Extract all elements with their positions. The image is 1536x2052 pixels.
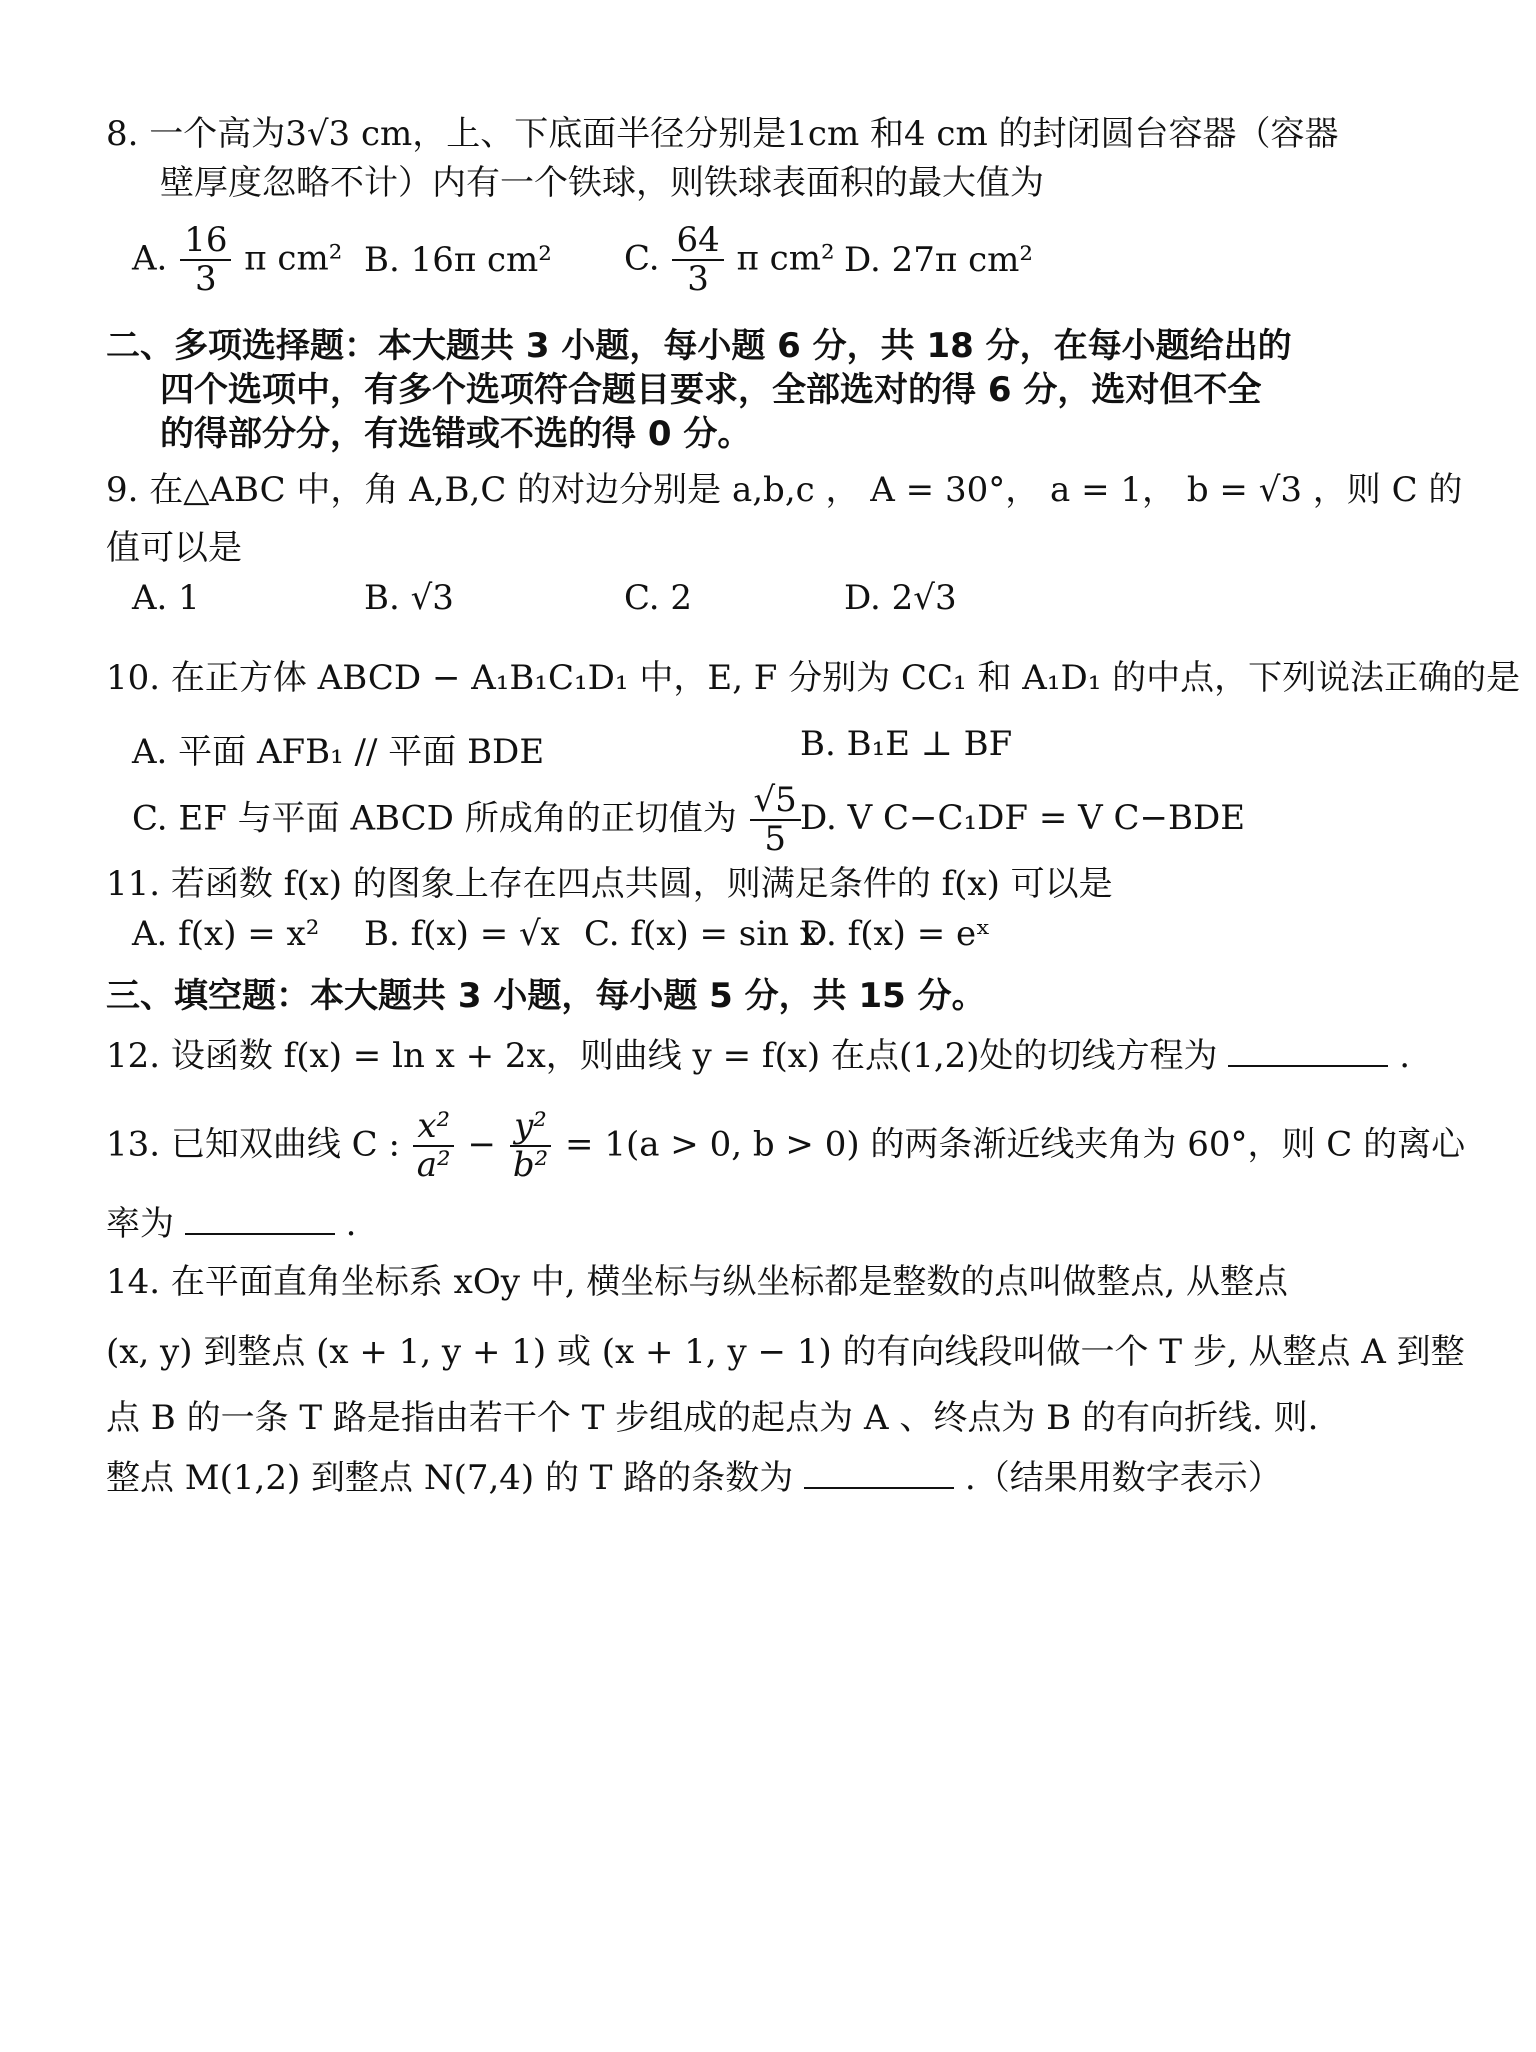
q13-fraction-y <box>509 1108 552 1185</box>
q14-line3: 点 B 的一条 T 路是指由若干个 T 步组成的起点为 A 、终点为 B 的有向折线. 则. <box>106 1398 1319 1438</box>
q10-option-d: D. V C−C₁DF = V C−BDE <box>800 798 1246 838</box>
q9-option-c: C. 2 <box>624 578 693 618</box>
q10-option-a: A. 平面 AFB₁ // 平面 BDE <box>132 732 545 772</box>
q9-option-b: B. √3 <box>364 578 454 618</box>
q10-option-c-text: C. EF 与平面 ABCD 所成角的正切值为 <box>132 798 737 839</box>
q13-stem-text-b: = 1(a > 0, b > 0) 的两条渐近线夹角为 60°，则 C 的离心 <box>565 1124 1466 1165</box>
q11-option-a: A. f(x) = x² <box>132 914 320 954</box>
q13-minus: − <box>467 1124 496 1165</box>
q10-option-c-denominator: 5 <box>764 819 786 860</box>
q13-stem-text-a: 13. 已知双曲线 C : <box>106 1124 400 1165</box>
q8-option-a-unit: π cm² <box>244 238 343 279</box>
q10-option-b: B. B₁E ⊥ BF <box>800 724 1013 764</box>
section2-heading-line2: 四个选项中，有多个选项符合题目要求，全部选对的得 6 分，选对但不全 <box>160 370 1262 410</box>
q8-option-c-unit: π cm² <box>736 238 835 279</box>
q13-stem-line2-text: 率为 <box>106 1204 174 1244</box>
q8-option-a-label: A. <box>132 238 168 279</box>
q12-stem-text: 12. 设函数 f(x) = ln x + 2x，则曲线 y = f(x) 在点(1,2)处的切线方程为 <box>106 1036 1218 1076</box>
q9-option-a: A. 1 <box>132 578 200 618</box>
q8-option-a <box>132 222 342 299</box>
q8-option-c <box>624 222 835 299</box>
q10-option-c-numerator: √5 <box>750 782 801 821</box>
q8-option-d: D. 27π cm² <box>844 240 1033 280</box>
section2-heading-line3: 的得部分分，有选错或不选的得 0 分。 <box>160 414 752 454</box>
q11-option-d: D. f(x) = eˣ <box>800 914 991 954</box>
q8-option-a-numerator: 16 <box>180 222 231 261</box>
q12-answer-blank[interactable] <box>1228 1065 1388 1067</box>
section2-heading-line1: 二、多项选择题：本大题共 3 小题，每小题 6 分，共 18 分，在每小题给出的 <box>106 326 1292 366</box>
q13-fraction-y-denominator: b² <box>512 1145 549 1186</box>
q13-fraction-y-numerator: y² <box>510 1108 551 1147</box>
q8-stem-line1: 8. 一个高为3√3 cm，上、下底面半径分别是1cm 和4 cm 的封闭圆台容器（容器 <box>106 114 1339 154</box>
q12-stem-end: . <box>1399 1036 1410 1076</box>
q8-stem-line2: 壁厚度忽略不计）内有一个铁球，则铁球表面积的最大值为 <box>160 163 1044 203</box>
q9-stem-line2: 值可以是 <box>106 528 242 568</box>
q8-option-a-denominator: 3 <box>195 259 217 300</box>
q11-option-b: B. f(x) = √x <box>364 914 560 954</box>
q13-answer-blank[interactable] <box>185 1233 335 1235</box>
q14-answer-blank[interactable] <box>804 1487 954 1489</box>
q14-line4 <box>106 1450 1282 1499</box>
q10-stem: 10. 在正方体 ABCD − A₁B₁C₁D₁ 中，E, F 分别为 CC₁ 和 A₁D₁ 的中点，下列说法正确的是 <box>106 658 1521 698</box>
q13-stem <box>106 1108 1465 1185</box>
q13-stem-end: . <box>345 1204 357 1244</box>
q8-option-c-numerator: 64 <box>672 222 723 261</box>
q13-stem-line2 <box>106 1196 356 1245</box>
q12-stem <box>106 1028 1410 1077</box>
section3-heading: 三、填空题：本大题共 3 小题，每小题 5 分，共 15 分。 <box>106 976 986 1016</box>
q13-fraction-x-denominator: a² <box>416 1145 451 1186</box>
q14-line1: 14. 在平面直角坐标系 xOy 中, 横坐标与纵坐标都是整数的点叫做整点, 从整点 <box>106 1262 1288 1302</box>
q14-line4-end: .（结果用数字表示） <box>964 1458 1282 1498</box>
q8-option-c-fraction <box>672 222 723 299</box>
q9-stem-line1: 9. 在△ABC 中，角 A,B,C 的对边分别是 a,b,c ， A = 30°， a = 1， b = √3 ，则 C 的 <box>106 470 1463 510</box>
q10-option-c <box>132 782 803 859</box>
q10-option-c-fraction <box>750 782 801 859</box>
q14-line2: (x, y) 到整点 (x + 1, y + 1) 或 (x + 1, y − 1) 的有向线段叫做一个 T 步, 从整点 A 到整 <box>106 1332 1465 1372</box>
q8-option-c-label: C. <box>624 238 660 279</box>
q11-option-c: C. f(x) = sin x <box>584 914 820 954</box>
q13-fraction-x-numerator: x² <box>413 1108 454 1147</box>
q8-option-a-fraction <box>180 222 231 299</box>
q8-option-b: B. 16π cm² <box>364 240 552 280</box>
q9-option-d: D. 2√3 <box>844 578 957 618</box>
q11-stem: 11. 若函数 f(x) 的图象上存在四点共圆，则满足条件的 f(x) 可以是 <box>106 864 1113 904</box>
q8-option-c-denominator: 3 <box>687 259 709 300</box>
q13-fraction-x <box>413 1108 455 1185</box>
q14-line4-text: 整点 M(1,2) 到整点 N(7,4) 的 T 路的条数为 <box>106 1458 794 1498</box>
